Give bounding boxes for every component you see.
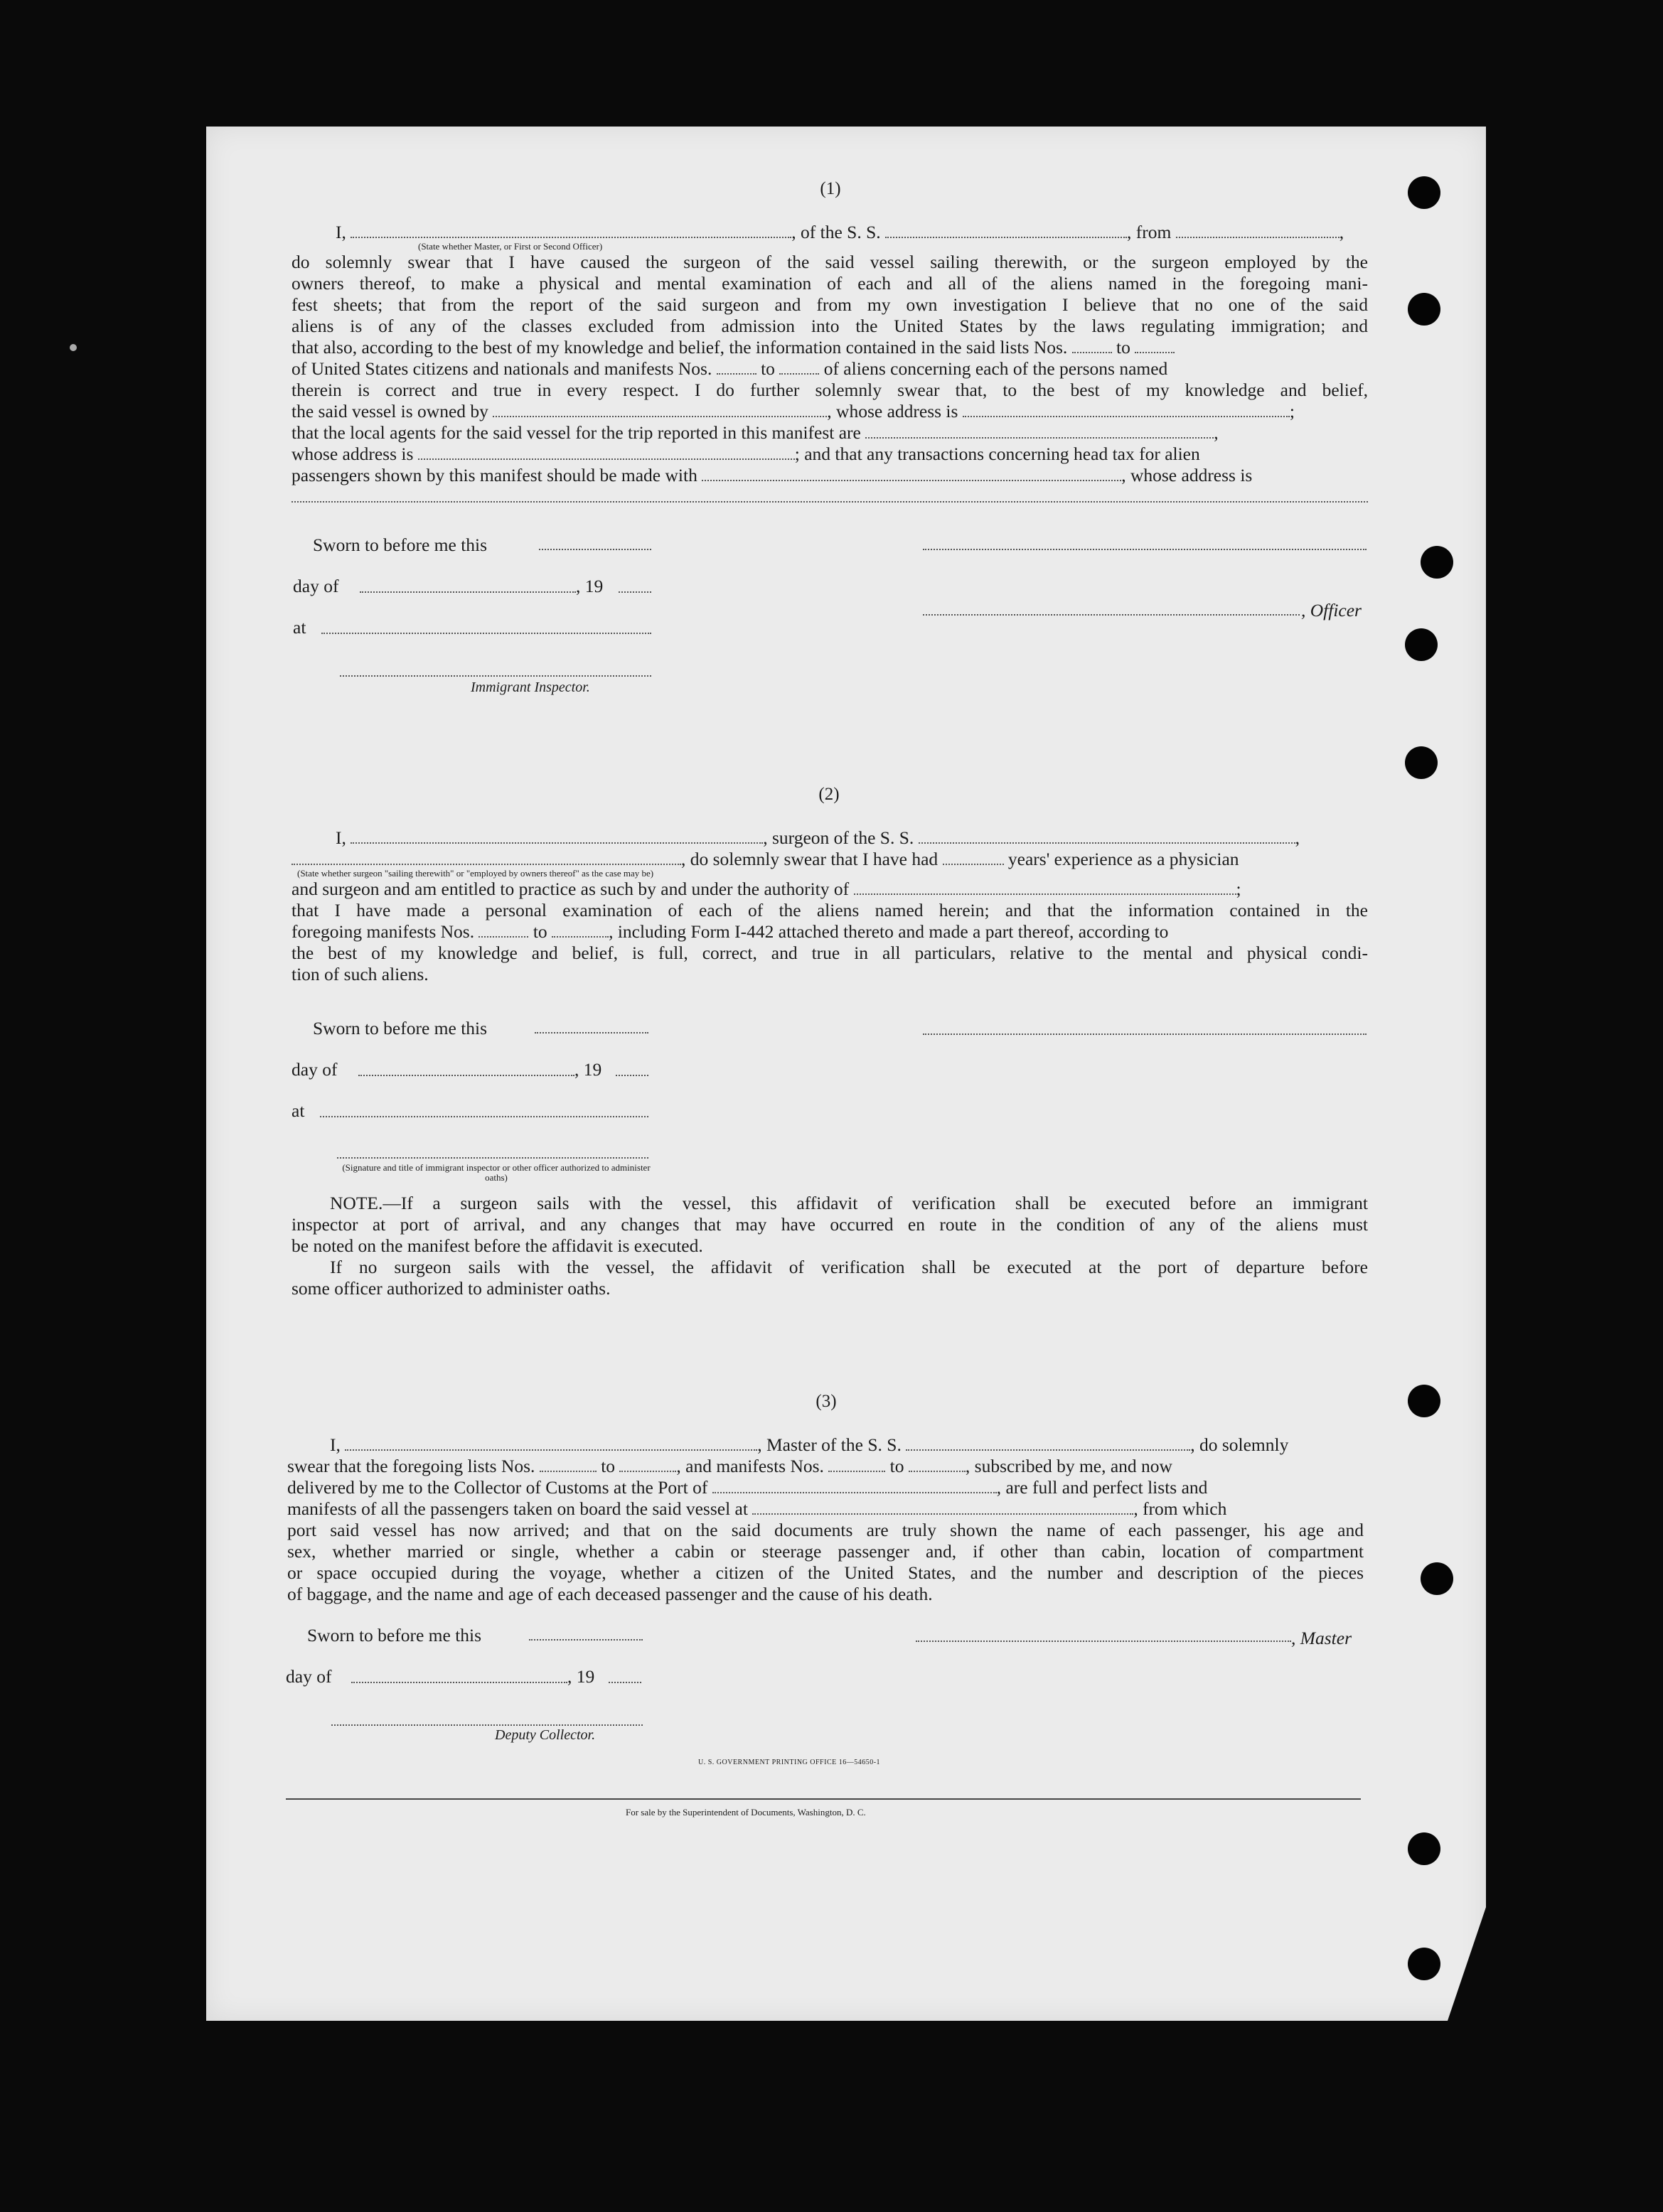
sworn-label: Sworn to before me this <box>307 1625 482 1645</box>
binder-hole <box>1421 1562 1453 1595</box>
owned-text: the said vessel is owned by <box>292 401 488 422</box>
embark-port-field[interactable] <box>752 1500 1133 1515</box>
to-label: to <box>1116 337 1130 358</box>
comma: , <box>1295 827 1300 848</box>
from-which-text: , from which <box>1133 1498 1227 1519</box>
binder-hole <box>1421 546 1453 579</box>
binder-hole <box>1408 1385 1440 1417</box>
inspector-signature-field[interactable] <box>340 674 651 677</box>
owner-address-field[interactable] <box>963 403 1290 417</box>
at-place-field[interactable] <box>320 1115 648 1117</box>
body-line-passengers <box>292 465 1368 486</box>
note-text: If no surgeon sails with the vessel, the affidavit of verification shall be executed at the port of departure before <box>330 1257 1368 1277</box>
agents-field[interactable] <box>865 424 1214 439</box>
master-name-field[interactable] <box>345 1437 757 1451</box>
surgeon-type-field[interactable] <box>292 851 681 865</box>
passengers-text: passengers shown by this manifest should be made with <box>292 465 697 485</box>
master-signature-field[interactable] <box>916 1639 1291 1642</box>
surgeon-caption: (State whether surgeon "sailing therewith" or "employed by owners thereof" as the case may be) <box>297 868 654 879</box>
authority-field[interactable] <box>854 881 1236 895</box>
body-line-agents <box>292 422 1368 444</box>
sworn-label: Sworn to before me this <box>313 535 488 555</box>
day-of-label: day of <box>293 576 339 596</box>
lists-text: swear that the foregoing lists Nos. <box>287 1456 535 1476</box>
body-line: the best of my knowledge and belief, is full, correct, and true in all particulars, relative to the mental and physical condi- <box>292 943 1368 963</box>
body-line: owners thereof, to make a physical and mental examination of each and all of the aliens named in the foregoing mani- <box>292 273 1368 294</box>
manifests-all-text: manifests of all the passengers taken on board the said vessel at <box>287 1498 748 1519</box>
note-line: be noted on the manifest before the affidavit is executed. <box>292 1235 703 1256</box>
section-2-number: (2) <box>818 785 840 804</box>
body-line: do solemnly swear that I have caused the surgeon of the said vessel sailing therewith, or the surgeon employed by the <box>292 252 1368 272</box>
oath-lead: I, <box>336 222 346 242</box>
body-line: fest sheets; that from the report of the said surgeon and from my own investigation I believe that no one of the said <box>292 294 1368 315</box>
manifest-from-field[interactable] <box>478 923 528 938</box>
master-label: , Master <box>1291 1628 1352 1648</box>
physician-text: years' experience as a physician <box>1007 849 1239 869</box>
owner-field[interactable] <box>493 403 827 417</box>
binder-hole <box>1408 293 1440 326</box>
section-3-body <box>287 1434 1364 1605</box>
body-line: aliens is of any of the classes excluded from admission into the United States by the laws regulating immigration; and <box>292 316 1368 336</box>
inspector-caption: (Signature and title of immigrant inspector or other officer authorized to administer oaths) <box>342 1162 651 1183</box>
section-3-line-3 <box>287 1477 1364 1498</box>
experience-text: , do solemnly swear that I have had <box>681 849 939 869</box>
section-2-line-2 <box>292 849 1368 870</box>
years-field[interactable] <box>943 851 1004 865</box>
citizens-text: of United States citizens and nationals and manifests Nos. <box>292 358 712 379</box>
section-2-line-5 <box>292 921 1368 943</box>
at-label: at <box>293 617 306 638</box>
manifest-from-field[interactable] <box>828 1458 885 1472</box>
footer-rule <box>286 1798 1361 1800</box>
gpo-imprint: U. S. GOVERNMENT PRINTING OFFICE 16—54650-1 <box>698 1759 881 1766</box>
at-label: at <box>292 1100 305 1121</box>
manifest-to-field[interactable] <box>552 923 609 938</box>
body-line-citizens <box>292 358 1368 380</box>
section-3-number: (3) <box>816 1392 837 1411</box>
from-port-field[interactable] <box>1176 224 1340 238</box>
year-label: , 19 <box>576 576 604 596</box>
officer-signature-field[interactable] <box>923 547 1367 550</box>
year-field[interactable] <box>619 590 651 593</box>
head-tax-text: ; and that any transactions concerning head tax for alien <box>794 444 1200 464</box>
body-line: tion of such aliens. <box>292 964 429 984</box>
day-of-label: day of <box>286 1666 332 1687</box>
head-tax-party-field[interactable] <box>702 467 1121 481</box>
deputy-label: Deputy Collector. <box>495 1727 596 1743</box>
body-line: that I have made a personal examination of each of the aliens named herein; and that the information contained in the <box>292 900 1368 920</box>
list-to-field[interactable] <box>619 1458 676 1472</box>
note-line <box>292 1257 1368 1278</box>
binder-hole <box>1405 628 1438 661</box>
vessel-name-field[interactable] <box>885 224 1127 238</box>
sale-notice: For sale by the Superintendent of Documents, Washington, D. C. <box>626 1807 866 1818</box>
note-text: NOTE.—If a surgeon sails with the vessel, this affidavit of verification shall be executed before an immigrant <box>330 1193 1368 1213</box>
surgeon-vessel-field[interactable] <box>919 830 1295 844</box>
vessel-label: , of the S. S. <box>791 222 881 242</box>
year-field[interactable] <box>616 1073 648 1076</box>
solemnly-text: , do solemnly <box>1190 1434 1289 1455</box>
officer-caption: (State whether Master, or First or Second Officer) <box>418 241 603 252</box>
manifests-text: foregoing manifests Nos. <box>292 921 475 942</box>
body-line: or space occupied during the voyage, whether a citizen of the United States, and the number and description of the pieces <box>287 1562 1364 1583</box>
head-tax-address-field[interactable] <box>292 488 1368 503</box>
year-label: , 19 <box>574 1059 602 1080</box>
address-label: , whose address is <box>827 401 958 422</box>
section-1-body <box>292 222 1368 508</box>
list-to-field[interactable] <box>1135 339 1175 353</box>
surgeon-label: , surgeon of the S. S. <box>763 827 914 848</box>
binder-hole <box>1405 746 1438 779</box>
body-line-lists <box>292 337 1368 358</box>
day-of-field[interactable] <box>358 1073 574 1076</box>
day-of-field[interactable] <box>360 590 576 593</box>
section-2-line-3 <box>292 879 1368 900</box>
semicolon: ; <box>1289 401 1295 422</box>
section-3-line-4 <box>287 1498 1364 1520</box>
section-3-line-1 <box>287 1434 1364 1456</box>
surgeon-name-field[interactable] <box>351 830 763 844</box>
day-of-field[interactable] <box>351 1680 567 1683</box>
body-line: of baggage, and the name and age of each deceased passenger and the cause of his death. <box>287 1584 933 1604</box>
manifest-to-field[interactable] <box>909 1458 966 1472</box>
deputy-signature-field[interactable] <box>331 1723 643 1726</box>
sworn-date-field[interactable] <box>539 547 651 550</box>
from-label: , from <box>1127 222 1172 242</box>
body-line-address <box>292 444 1368 465</box>
to-label: to <box>761 358 775 379</box>
sworn-date-field[interactable] <box>535 1031 648 1033</box>
address-text: whose address is <box>292 444 414 464</box>
comma: , <box>1339 222 1344 242</box>
officer-name-field[interactable] <box>351 224 791 238</box>
scan-speck <box>70 344 77 351</box>
manifest-from-field[interactable] <box>717 360 756 375</box>
body-line-blank <box>292 486 1368 508</box>
master-label: , Master of the S. S. <box>757 1434 902 1455</box>
section-3-line-2 <box>287 1456 1364 1477</box>
form-text: , including Form I-442 attached thereto and made a part thereof, according to <box>609 921 1169 942</box>
lists-perfect-text: , are full and perfect lists and <box>996 1477 1208 1498</box>
note-line <box>292 1193 1368 1214</box>
oath-lead: I, <box>330 1434 341 1455</box>
oath-lead: I, <box>336 827 346 848</box>
section-2-body <box>292 827 1368 985</box>
list-from-field[interactable] <box>1072 339 1112 353</box>
manifests-text: , and manifests Nos. <box>676 1456 824 1476</box>
note-line: some officer authorized to administer oaths. <box>292 1278 611 1299</box>
delivered-text: delivered by me to the Collector of Customs at the Port of <box>287 1477 708 1498</box>
year-label: , 19 <box>567 1666 595 1687</box>
sworn-label: Sworn to before me this <box>313 1018 488 1038</box>
sworn-date-field[interactable] <box>529 1638 643 1641</box>
body-line: sex, whether married or single, whether a cabin or steerage passenger and, if other than cabin, location of compartment <box>287 1541 1364 1562</box>
agents-address-field[interactable] <box>418 446 795 460</box>
inspector-label: Immigrant Inspector. <box>471 680 590 695</box>
binder-hole <box>1408 176 1440 209</box>
surgeon-signature-field[interactable] <box>923 1032 1367 1035</box>
inspector-signature-field[interactable] <box>337 1156 648 1159</box>
master-vessel-field[interactable] <box>906 1437 1190 1451</box>
manifest-to-field[interactable] <box>779 360 819 375</box>
agents-text: that the local agents for the said vessel for the trip reported in this manifest are <box>292 422 861 443</box>
note-block <box>292 1193 1368 1299</box>
port-field[interactable] <box>712 1479 997 1493</box>
body-line-owned <box>292 401 1368 422</box>
day-of-label: day of <box>292 1059 338 1080</box>
binder-hole <box>1408 1948 1440 1980</box>
binder-hole <box>1408 1832 1440 1865</box>
lists-text: that also, according to the best of my knowledge and belief, the information contained in the said lists Nos. <box>292 337 1068 358</box>
body-line: therein is correct and true in every respect. I do further solemnly swear that, to the best of my knowledge and belief, <box>292 380 1368 400</box>
comma: , <box>1214 422 1219 443</box>
address-label: , whose address is <box>1121 465 1253 485</box>
aliens-text: of aliens concerning each of the persons named <box>823 358 1168 379</box>
section-1-number: (1) <box>820 179 841 198</box>
officer-title-field[interactable] <box>923 613 1300 616</box>
to-label: to <box>601 1456 616 1476</box>
to-label: to <box>533 921 547 942</box>
to-label: to <box>889 1456 904 1476</box>
authority-text: and surgeon and am entitled to practice as such by and under the authority of <box>292 879 850 899</box>
note-line: inspector at port of arrival, and any changes that may have occurred en route in the condition of any of the aliens must <box>292 1214 1368 1235</box>
semicolon: ; <box>1236 879 1241 899</box>
section-2-line-1 <box>292 827 1368 849</box>
at-place-field[interactable] <box>321 631 651 634</box>
subscribed-text: , subscribed by me, and now <box>965 1456 1172 1476</box>
list-from-field[interactable] <box>540 1458 597 1472</box>
body-line: port said vessel has now arrived; and that on the said documents are truly shown the name of each passenger, his age and <box>287 1520 1364 1540</box>
year-field[interactable] <box>609 1680 641 1683</box>
officer-label: , Officer <box>1301 600 1362 621</box>
section-1-line-1 <box>292 222 1368 243</box>
